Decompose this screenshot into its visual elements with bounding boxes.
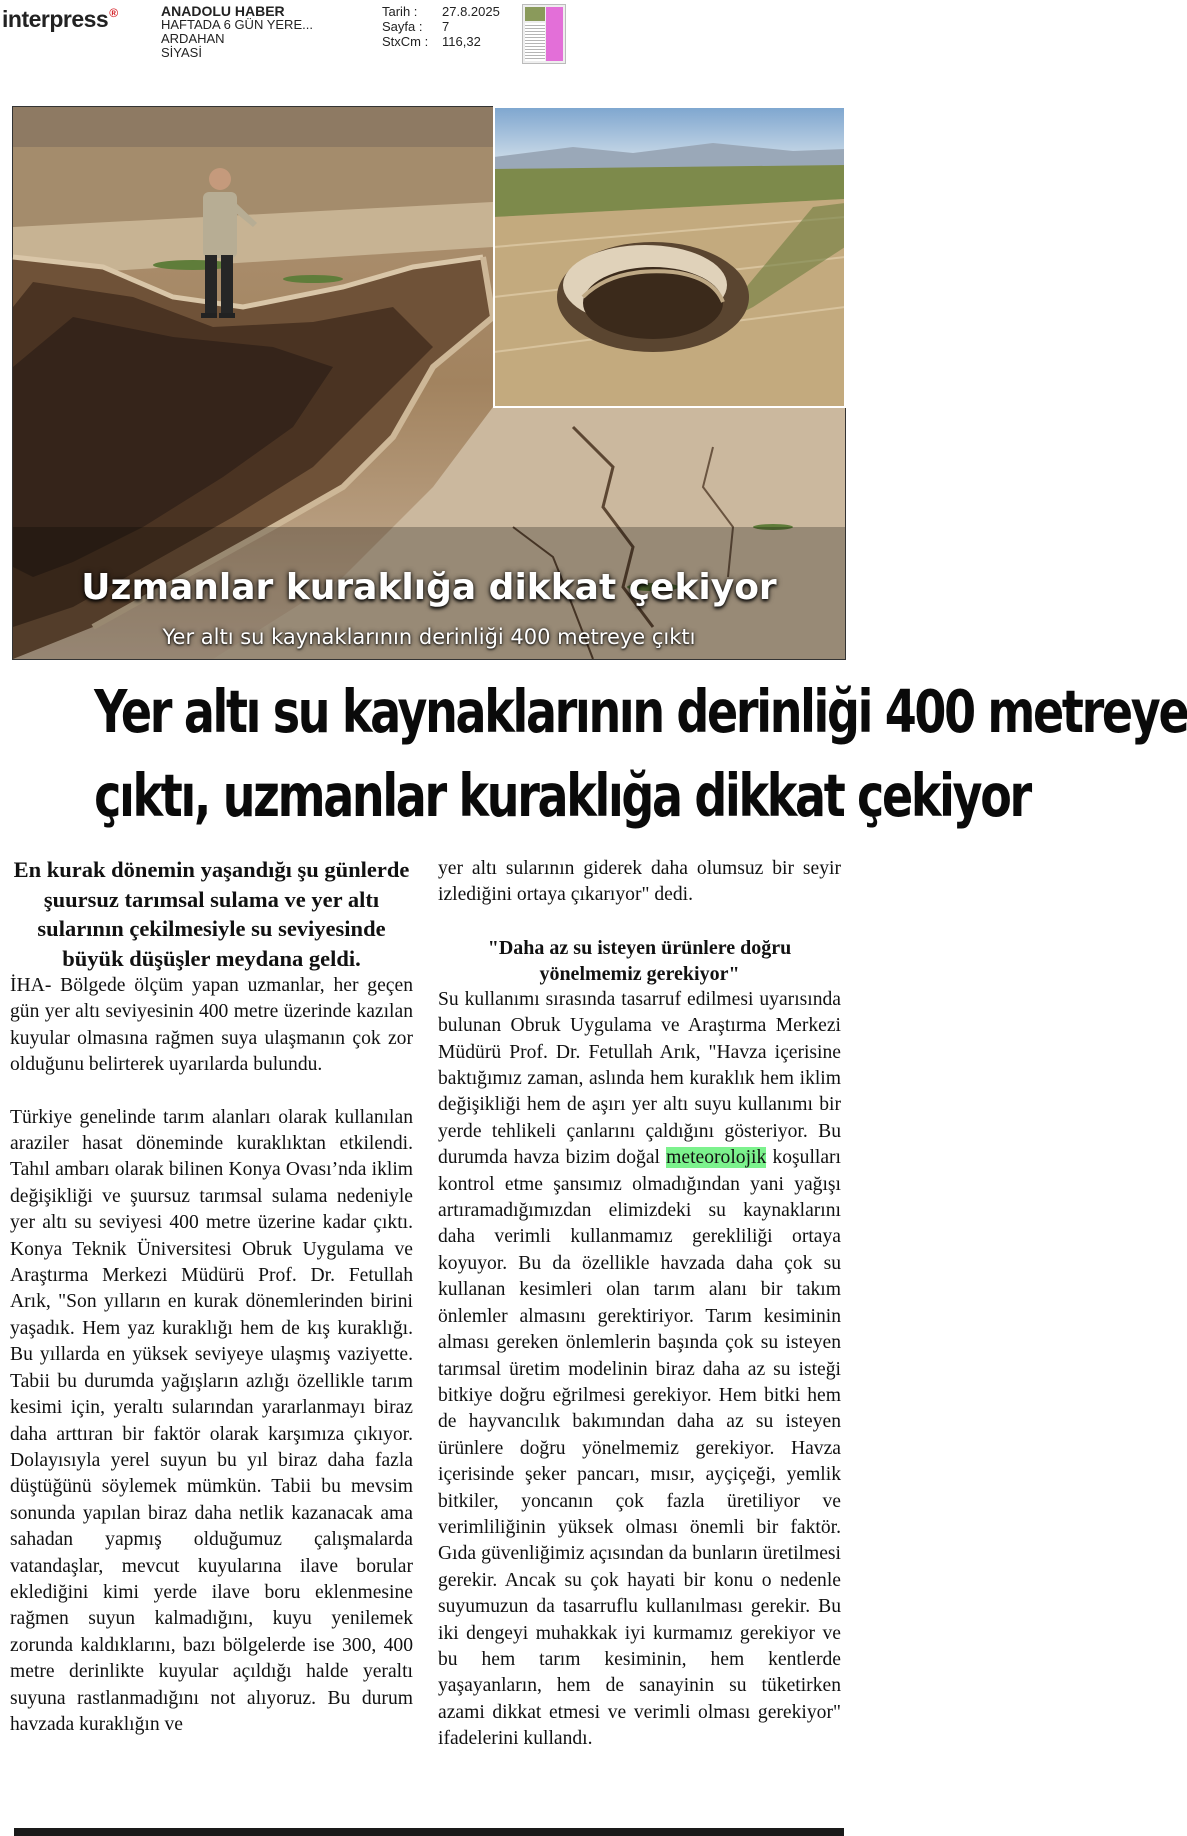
date-label: Tarih :	[382, 4, 418, 19]
highlighted-keyword: meteorolojik	[666, 1147, 767, 1169]
paragraph-4-part-a: Su kullanımı sırasında tasarruf edilmesi uyarısında bulunan Obruk Uygulama ve Araştırma Merkezi Müdürü Prof. Dr. Fetullah Arık, "Havza içerisine baktığımız zaman, aslında hem kuraklık hem iklim değişikliği hem de aşırı yer altı suyu kullanımı bir yerde tehlikeli çanlarını çaldığını gösteriyor. Bu durumda havza bizim doğal	[438, 988, 841, 1169]
source-name: ANADOLU HABER	[161, 3, 285, 19]
frequency: HAFTADA 6 GÜN YERE...	[161, 17, 313, 32]
left-column	[10, 855, 413, 1738]
region: ARDAHAN	[161, 31, 225, 46]
page-value: 7	[442, 19, 450, 34]
article-photo	[12, 106, 846, 660]
headline-line-1: Yer altı su kaynaklarının derinliği 400 metreye	[94, 677, 1187, 746]
source-info	[161, 4, 313, 60]
right-column	[438, 856, 841, 1753]
paragraph-3: yer altı sularının giderek daha olumsuz bir seyir izlediğini ortaya çıkarıyor" dedi.	[438, 858, 841, 906]
paragraph-1: İHA- Bölgede ölçüm yapan uzmanlar, her geçen gün yer altı seviyesinin 400 metre üzerinde kazılan kuyular olmasına rağmen suya ulaşmanın çok zor olduğunu belirterek uyarılarda bulundu.	[10, 975, 413, 1076]
interpress-logo: interpress®	[2, 6, 118, 32]
category: SİYASİ	[161, 45, 202, 60]
page-thumbnail[interactable]	[522, 4, 566, 64]
paragraph-4	[438, 987, 841, 1753]
paragraph-4-part-b: koşulları kontrol etme şansımız olmadığından yani yağışı artıramadığımızdan elimizdeki su kaynaklarını daha verimli kullanmamız gerekliliği ortaya koyuyor. Bu da özellikle havzada daha çok su kullanan kesimleri olan tarım alanı bir takım önlemler almasını gerektiriyor. Tarım kesiminin alması gereken önlemlerin başında çok su isteyen tarımsal üretim modelinin biraz daha az su isteği bitkiye doğru eğrilmesi gerekiyor. Hem bitki hem de hayvancılık bakımından daha az su isteyen ürünlere doğru yönelmemiz gerekiyor. Havza içerisinde şeker pancarı, mısır, ayçiçeği, yemlik bitkiler, yoncanın çok fazla üretiliyor ve verimliliğinin yüksek olması önemli bir faktör. Gıda güvenliğimiz açısından da bunların üretilmesi gerekir. Ancak su çok hayati bir konu o nedenle suyumuzun da tasarruflu kullanılması gerekir. Bu iki dengeyi muhakkak iyi kurmamız gerekiyor ve bu hem tarım kesiminin, hem kentlerde yaşayanların, hem de sanayinin su tüketirken azami dikkat etmesi ve verimli olması gerekiyor" ifadelerini kullandı.	[438, 1147, 842, 1750]
sinkhole-inset	[494, 107, 845, 407]
date-value: 27.8.2025	[442, 4, 500, 19]
page-label: Sayfa :	[382, 19, 423, 34]
logo-mark-icon: ®	[109, 6, 118, 20]
article-subheading: "Daha az su isteyen ürünlere doğru yönelmemiz gerekiyor"	[487, 936, 792, 985]
photo-caption-subtitle: Yer altı su kaynaklarının derinliği 400 metreye çıktı	[162, 625, 696, 649]
article-lead: En kurak dönemin yaşandığı şu günlerde şuursuz tarımsal sulama ve yer altı sularının çekilmesiyle su seviyesinde büyük düşüşler meydana geldi.	[13, 857, 410, 971]
article-headline	[94, 670, 1187, 838]
paragraph-2: Türkiye genelinde tarım alanları olarak kullanılan araziler hasat döneminde kuraklıktan etkilendi. Tahıl ambarı olarak bilinen Konya Ovası’nda iklim değişikliği ve şuursuz tarımsal sulama nedeniyle yer altı su seviyesi 400 metre üzerine kadar çıktı. Konya Teknik Üniversitesi Obruk Uygulama ve Araştırma Merkezi Müdürü Prof. Dr. Fetullah Arık, "Son yılların en kurak dönemlerinden birini yaşadık. Hem yaz kuraklığı hem de kış kuraklığı. Bu yıllarda en yüksek seviyeye ulaşmış vaziyette. Tabii bu durumda yağışların azlığı özellikle tarım kesimi için, yeraltı sularından yararlanmayı biraz daha arttıran bir faktör olarak karşımıza çıkıyor. Dolayısıyla yerel suyun bu yıl biraz daha fazla düştüğünü söylemek mümkün. Tabii bu mevsim sonunda yapılan biraz daha netlik kazanacak ama sahadan yapmış olduğumuz çalışmalarda vatandaşlar, mevcut kuyularına ilave borular eklediğini kimi yerde ilave boru eklenmesine rağmen suyun kalmadığını, kuyu yenilemek zorunda kaldıklarını, bazı bölgelerde ise 300, 400 metre derinlikte kuyular açıldığı halde yeraltı suyuna rastlanmadığını not alıyoruz. Bu durum havzada kuraklığın ve	[10, 1106, 413, 1735]
stxcm-value: 116,32	[442, 34, 481, 49]
headline-line-2: çıktı, uzmanlar kuraklığa dikkat çekiyor	[94, 761, 1030, 830]
photo-caption-title: Uzmanlar kuraklığa dikkat çekiyor	[81, 567, 777, 608]
clipping-header	[0, 0, 901, 70]
clipping-meta	[382, 4, 500, 49]
stxcm-label: StxCm :	[382, 34, 429, 49]
bottom-rule	[14, 1828, 844, 1836]
